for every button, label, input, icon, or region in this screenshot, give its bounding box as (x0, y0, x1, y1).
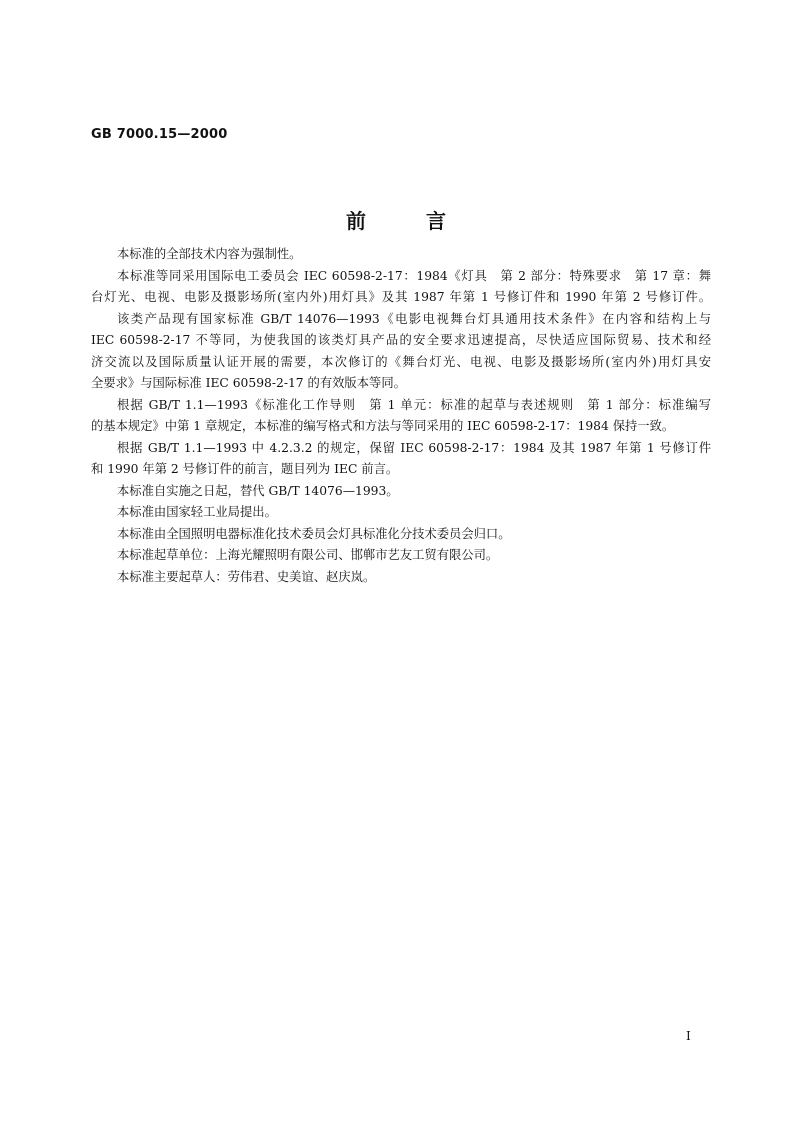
page-title (0, 205, 794, 234)
paragraph-proposed-by: 本标准由国家轻工业局提出。 (117, 505, 277, 519)
paragraph-administered-by: 本标准由全国照明电器标准化技术委员会灯具标准化分技术委员会归口。 (117, 526, 511, 541)
title-char-right: 言 (426, 209, 448, 233)
foreword-body (91, 244, 711, 588)
standard-code-header: GB 7000.15—2000 (91, 127, 228, 142)
paragraph-mandatory: 本标准的全部技术内容为强制性。 (117, 247, 302, 261)
paragraph-drafting-rules-line-1: 根据 GB/T 1.1—1993《标准化工作导则 第 1 单元：标准的起草与表述规则 第 1 部分：标准编写 (117, 397, 711, 412)
paragraph-drafting-rules-line-2: 的基本规定》中第 1 章规定，本标准的编写格式和方法与等同采用的 IEC 60598-2-17：1984 保持一致。 (91, 419, 675, 433)
title-char-left: 前 (346, 209, 368, 233)
paragraph-retained-foreword-line-1: 根据 GB/T 1.1—1993 中 4.2.3.2 的规定，保留 IEC 60598-2-17：1984 及其 1987 年第 1 号修订件 (117, 440, 711, 455)
paragraph-existing-standard-line-4: 全要求》与国际标准 IEC 60598-2-17 的有效版本等同。 (91, 376, 406, 390)
paragraph-existing-standard-line-1: 该类产品现有国家标准 GB/T 14076—1993《电影电视舞台灯具通用技术条件》在内容和结构上与 (117, 311, 711, 326)
paragraph-drafting-units: 本标准起草单位：上海光耀照明有限公司、邯郸市艺友工贸有限公司。 (117, 548, 499, 562)
paragraph-adoption-line-2: 台灯光、电视、电影及摄影场所(室内外)用灯具》及其 1987 年第 1 号修订件和 1990 年第 2 号修订件。 (91, 290, 711, 304)
paragraph-drafters: 本标准主要起草人：劳伟君、史美谊、赵庆岚。 (117, 569, 376, 584)
paragraph-retained-foreword-line-2: 和 1990 年第 2 号修订件的前言，题目列为 IEC 前言。 (91, 462, 399, 476)
paragraph-existing-standard-line-2: IEC 60598-2-17 不等同，为使我国的该类灯具产品的安全要求迅速提高，尽快适应国际贸易、技术和经 (91, 333, 711, 347)
paragraph-replacement: 本标准自实施之日起，替代 GB/T 14076—1993。 (117, 483, 399, 498)
paragraph-adoption-line-1: 本标准等同采用国际电工委员会 IEC 60598-2-17：1984《灯具 第 2 部分：特殊要求 第 17 章：舞 (117, 268, 711, 283)
paragraph-existing-standard-line-3: 济交流以及国际质量认证开展的需要，本次修订的《舞台灯光、电视、电影及摄影场所(室内外)用灯具安 (91, 354, 711, 369)
page-number: I (686, 1029, 691, 1043)
